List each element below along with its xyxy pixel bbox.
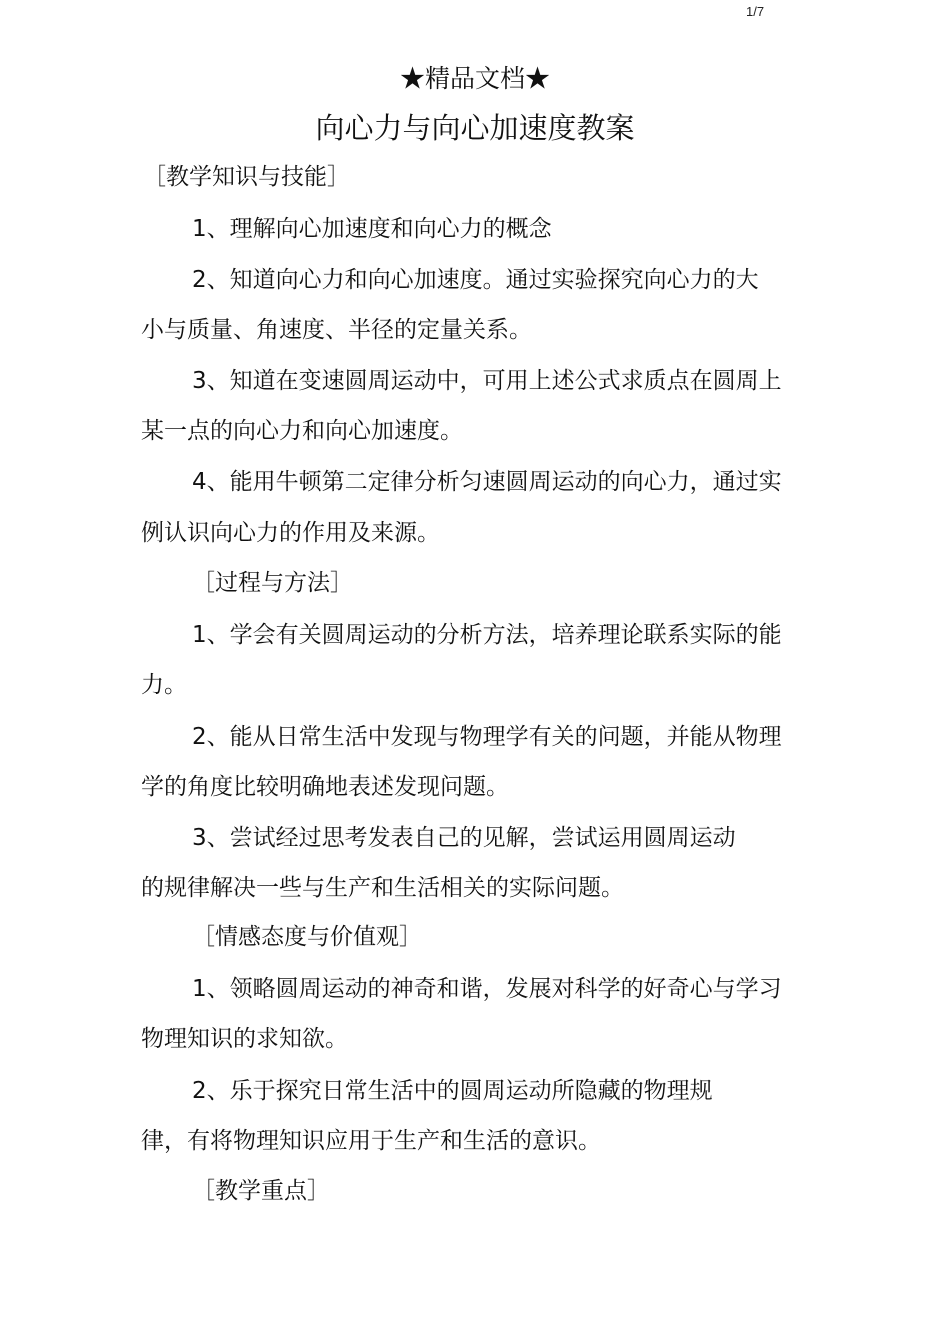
paragraph-line: 4、能用牛顿第二定律分析匀速圆周运动的向心力，通过实 bbox=[192, 469, 782, 495]
document-banner: ★精品文档★ bbox=[399, 64, 550, 93]
paragraph-line: 3、知道在变速圆周运动中，可用上述公式求质点在圆周上 bbox=[192, 368, 782, 394]
paragraph-line: 某一点的向心力和向心加速度。 bbox=[141, 418, 463, 444]
page-number: 1/7 bbox=[746, 4, 765, 19]
paragraph-line: 1、理解向心加速度和向心力的概念 bbox=[192, 216, 552, 242]
paragraph-line: 律，有将物理知识应用于生产和生活的意识。 bbox=[141, 1128, 601, 1154]
document-title: 向心力与向心加速度教案 bbox=[315, 111, 635, 145]
paragraph-line: 的规律解决一些与生产和生活相关的实际问题。 bbox=[141, 875, 624, 901]
paragraph-line: 2、乐于探究日常生活中的圆周运动所隐藏的物理规 bbox=[192, 1078, 713, 1104]
paragraph-line: 小与质量、角速度、半径的定量关系。 bbox=[141, 317, 532, 343]
paragraph-line: 2、知道向心力和向心加速度。通过实验探究向心力的大 bbox=[192, 267, 759, 293]
paragraph-line: 学的角度比较明确地表述发现问题。 bbox=[141, 774, 509, 800]
section-heading-process: ［过程与方法］ bbox=[192, 570, 353, 596]
section-heading-focus: ［教学重点］ bbox=[192, 1178, 330, 1204]
paragraph-line: 1、领略圆周运动的神奇和谐，发展对科学的好奇心与学习 bbox=[192, 976, 782, 1002]
paragraph-line: 1、学会有关圆周运动的分析方法，培养理论联系实际的能 bbox=[192, 622, 782, 648]
section-heading-emotion: ［情感态度与价值观］ bbox=[192, 924, 422, 950]
paragraph-line: 例认识向心力的作用及来源。 bbox=[141, 520, 440, 546]
paragraph-line: 力。 bbox=[141, 672, 187, 698]
paragraph-line: 物理知识的求知欲。 bbox=[141, 1026, 348, 1052]
paragraph-line: 2、能从日常生活中发现与物理学有关的问题，并能从物理 bbox=[192, 724, 782, 750]
section-heading-knowledge: ［教学知识与技能］ bbox=[143, 164, 350, 190]
paragraph-line: 3、尝试经过思考发表自己的见解，尝试运用圆周运动 bbox=[192, 825, 736, 851]
